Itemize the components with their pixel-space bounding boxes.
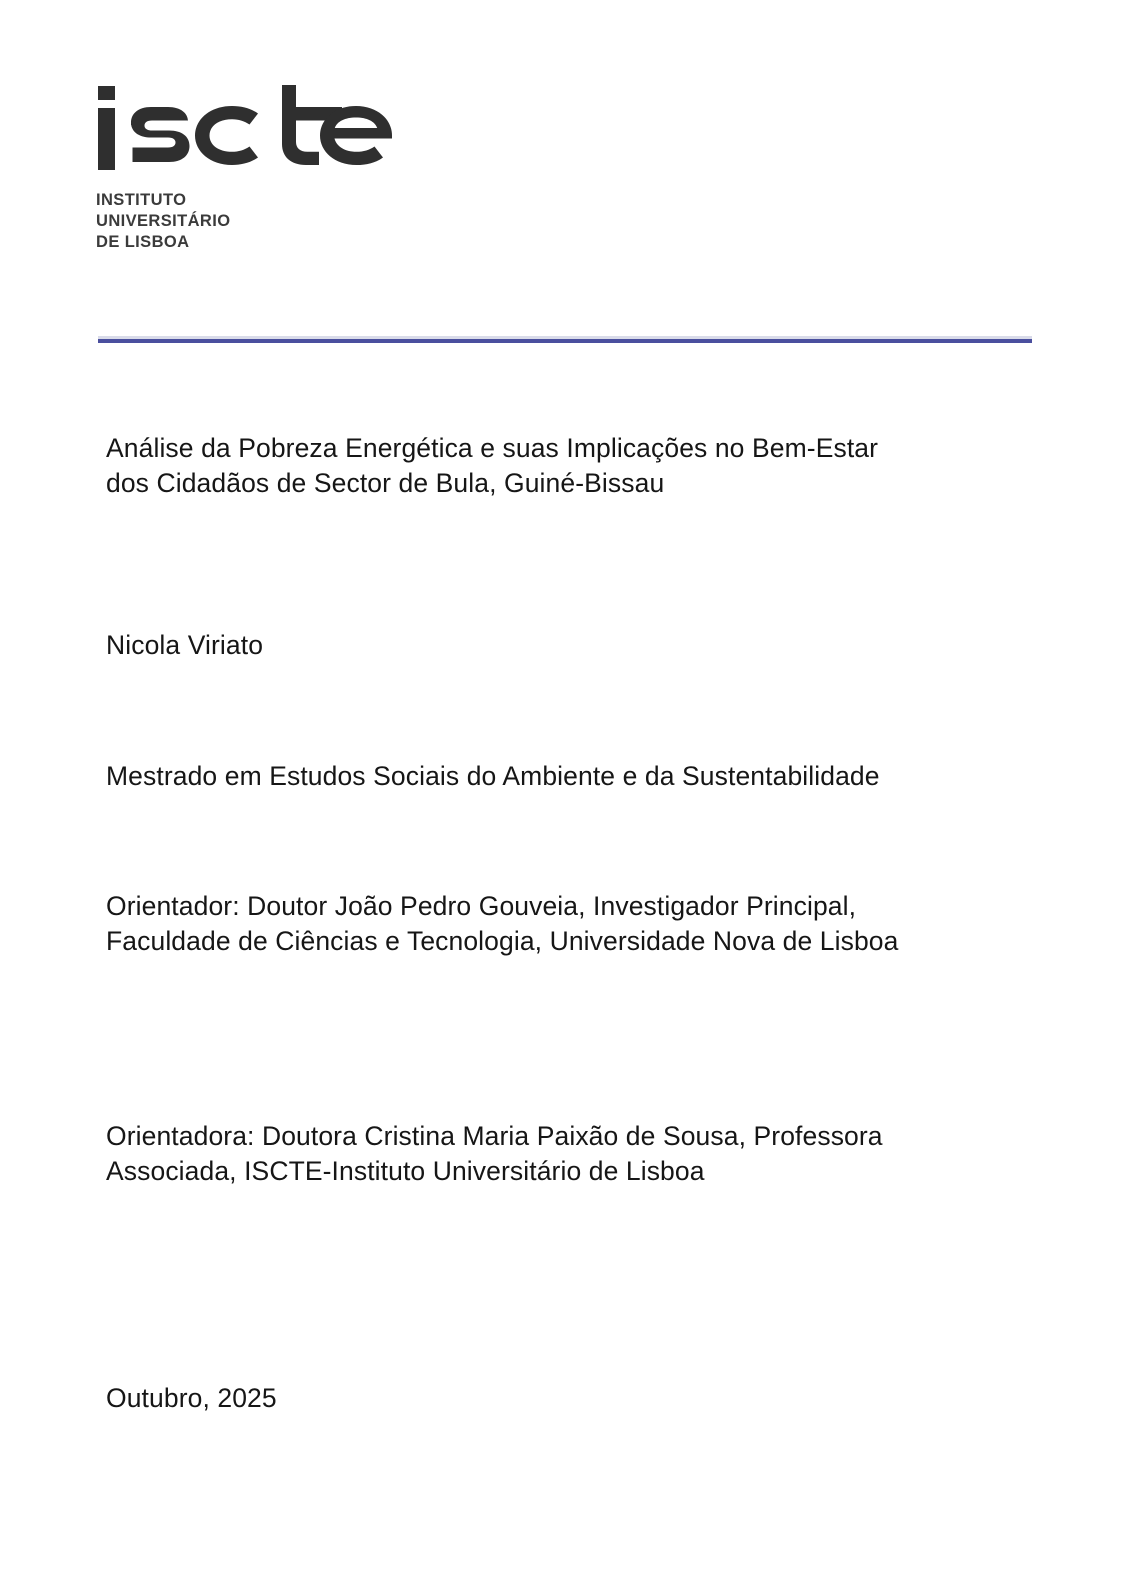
advisor-line-2: Faculdade de Ciências e Tecnologia, Universidade Nova de Lisboa	[106, 926, 899, 956]
iscte-institution-subtitle	[96, 190, 456, 253]
author-name	[106, 628, 996, 663]
header-divider	[98, 336, 1032, 343]
coadvisor-info	[106, 1119, 996, 1189]
title-line-1: Análise da Pobreza Energética e suas Implicações no Bem-Estar	[106, 433, 879, 463]
date-line: Outubro, 2025	[106, 1383, 277, 1413]
degree-line: Mestrado em Estudos Sociais do Ambiente e da Sustentabilidade	[106, 761, 880, 791]
iscte-wordmark-icon	[96, 78, 431, 178]
page-title	[106, 431, 996, 501]
title-line-2: dos Cidadãos de Sector de Bula, Guiné-Bissau	[106, 468, 665, 498]
logo-line-instituto: INSTITUTO	[96, 191, 187, 209]
logo-line-universitario: UNIVERSITÁRIO	[96, 212, 231, 230]
author-line: Nicola Viriato	[106, 630, 264, 660]
logo-line-de-lisboa: DE LISBOA	[96, 233, 190, 251]
publication-date	[106, 1381, 996, 1416]
divider-rule	[98, 339, 1032, 343]
iscte-logo	[96, 78, 456, 253]
advisor-info	[106, 889, 996, 959]
degree-program	[106, 759, 996, 794]
coadvisor-line-2: Associada, ISCTE-Instituto Universitário de Lisboa	[106, 1156, 705, 1186]
advisor-line-1: Orientador: Doutor João Pedro Gouveia, Investigador Principal,	[106, 891, 857, 921]
coadvisor-line-1: Orientadora: Doutora Cristina Maria Paixão de Sousa, Professora	[106, 1121, 883, 1151]
